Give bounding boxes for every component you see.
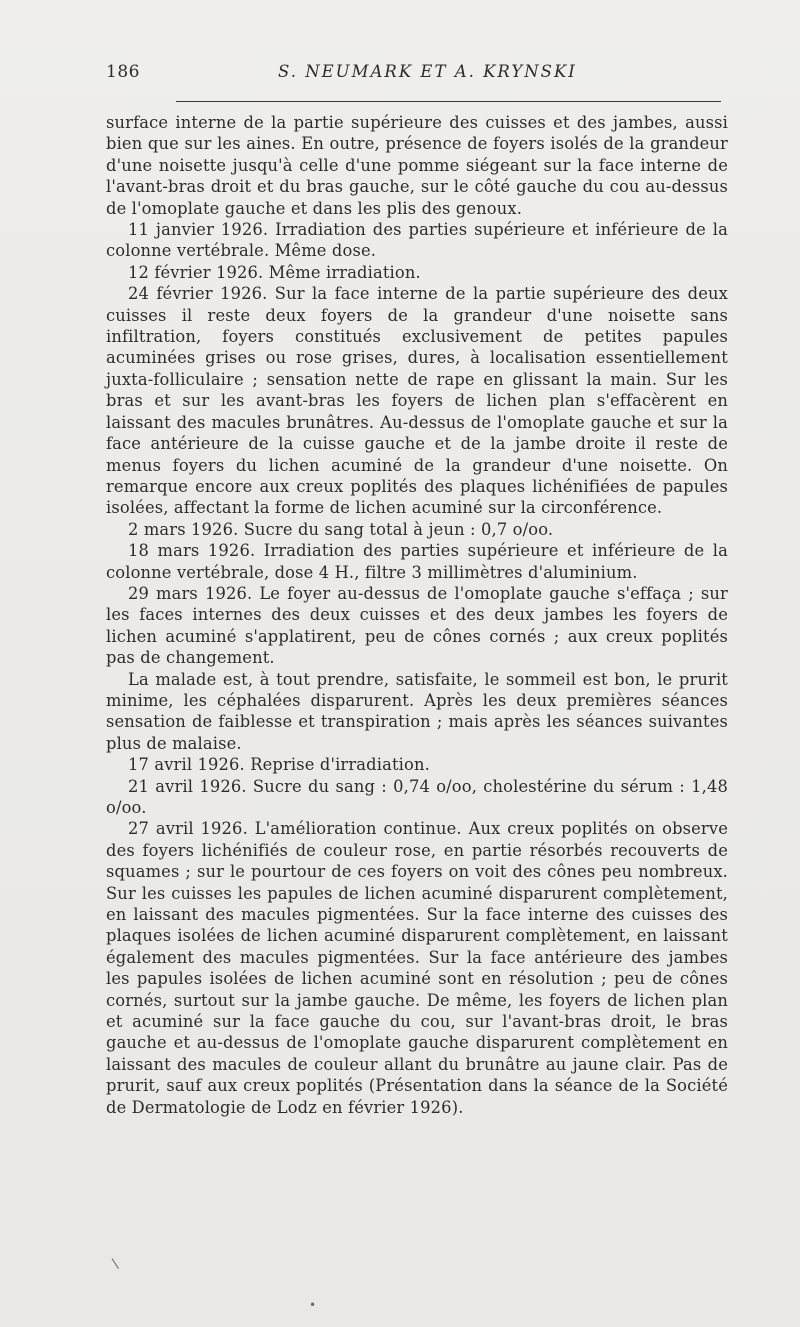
paragraph-entry-12-fevrier: 12 février 1926. Même irradiation.	[128, 262, 421, 282]
paragraph-entry-18-mars: 18 mars 1926. Irradiation des parties supérieure et inférieure de la colonne vertébrale, dose 4 H., filtre 3 millimètres d'aluminium.	[106, 541, 728, 582]
paragraph-entry-2-mars: 2 mars 1926. Sucre du sang total à jeun : 0,7 o/oo.	[128, 519, 554, 539]
paragraph-entry-29-mars: 29 mars 1926. Le foyer au-dessus de l'omoplate gauche s'effaça ; sur les faces internes des deux cuisses et des deux jambes les foyers de lichen acuminé s'applatirent, peu de cônes cornés ; aux creux poplités pas de changement.	[106, 583, 728, 668]
header-rule	[176, 101, 721, 102]
paragraph-entry-27-avril: 27 avril 1926. L'amélioration continue. Aux creux poplités on observe des foyers lichénifiés de couleur rose, en partie résorbés recouverts de squames ; sur le pourtour de ces foyers on voit des cônes peu nombreux. Sur les cuisses les papules de lichen acuminé disparurent complètement, en laissant des macules pigmentées. Sur la face interne des cuisses des plaques isolées de lichen acuminé disparurent complètement, en laissant également des macules pigmentées. Sur la face antérieure des jambes les papules isolées de lichen acuminé sont en résolution ; peu de cônes cornés, surtout sur la jambe gauche. De même, les foyers de lichen plan et acuminé sur la face gauche du cou, sur l'avant-bras droit, le bras gauche et au-dessus de l'omoplate gauche disparurent complètement en laissant des macules de couleur allant du brunâtre au jaune clair. Pas de prurit, sauf aux creux poplités (Présentation dans la séance de la Société de Dermatologie de Lodz en février 1926).	[106, 819, 728, 1117]
paragraph-entry-21-avril: 21 avril 1926. Sucre du sang : 0,74 o/oo, cholestérine du sérum : 1,48 o/oo.	[106, 776, 728, 817]
paragraph-entry-17-avril: 17 avril 1926. Reprise d'irradiation.	[128, 755, 430, 775]
paragraph-entry-11-janvier: 11 janvier 1926. Irradiation des parties supérieure et inférieure de la colonne vertébrale. Même dose.	[106, 220, 728, 261]
paragraph-entry-24-fevrier: 24 février 1926. Sur la face interne de la partie supérieure des deux cuisses il reste deux foyers de la grandeur d'une noisette sans infiltration, foyers constitués exclusivement de petites papules acuminées grises ou rose grises, dures, à localisation essentiellement juxta-folliculaire ; sensation nette de rape en glissant la main. Sur les bras et sur les avant-bras les foyers de lichen plan s'effacèrent en laissant des macules brunâtres. Au-dessus de l'omoplate gauche et sur la face antérieure de la cuisse gauche et de la jambe droite il reste de menus foyers du lichen acuminé de la grandeur d'une noisette. On remarque encore aux creux poplités des plaques lichénifiées de papules isolées, affectant la forme de lichen acuminé sur la circonférence.	[106, 284, 728, 518]
scan-dot-mark: •	[309, 1298, 317, 1312]
body-text	[106, 112, 728, 1118]
scan-speck-mark: \	[111, 1255, 120, 1273]
running-head: S. NEUMARK ET A. KRYNSKI	[278, 62, 577, 81]
page-header	[106, 62, 726, 88]
paragraph-patient-status: La malade est, à tout prendre, satisfaite, le sommeil est bon, le prurit minime, les céphalées disparurent. Après les deux premières séances sensation de faiblesse et transpiration ; mais après les séances suivantes plus de malaise.	[106, 669, 728, 753]
paragraph-continuation: surface interne de la partie supérieure des cuisses et des jambes, aussi bien que sur les aines. En outre, présence de foyers isolés de la grandeur d'une noisette jusqu'à celle d'une pomme siégeant sur la face interne de l'avant-bras droit et du bras gauche, sur le côté gauche du cou au-dessus de l'omoplate gauche et dans les plis des genoux.	[106, 113, 728, 218]
page-number: 186	[106, 62, 140, 82]
